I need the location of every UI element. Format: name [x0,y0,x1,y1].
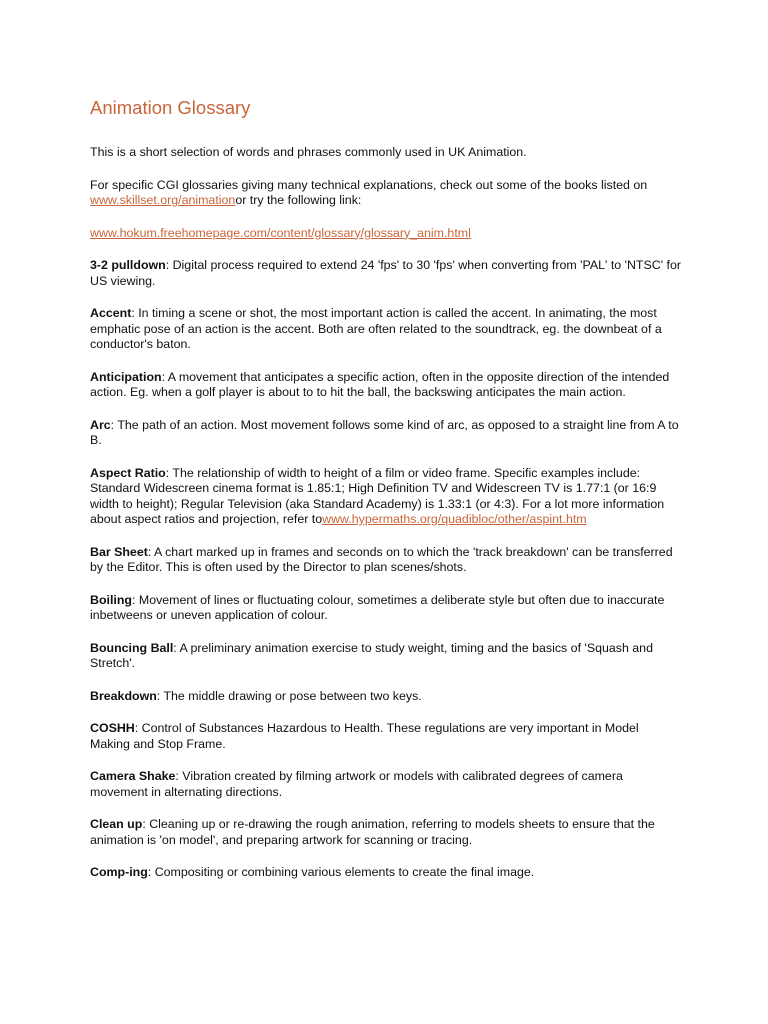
glossary-entry [90,689,682,705]
entry-term: Aspect Ratio [90,465,166,480]
entry-term: Boiling [90,592,132,607]
entry-definition: : The path of an action. Most movement follows some kind of arc, as opposed to a straight line from A to B. [90,417,679,447]
entry-term: Clean up [90,817,143,831]
page-title: Animation Glossary [90,97,251,118]
entry-term: Anticipation [90,369,162,384]
entry-term: Breakdown [90,688,157,703]
glossary-entry [90,769,682,800]
cgi-note-tail: or try the following link: [235,193,362,207]
entry-definition: : Compositing or combining various elements to create the final image. [147,865,535,879]
entry-term: Arc [90,417,111,432]
entry-definition: : Movement of lines or fluctuating colour, sometimes a deliberate style but often due to inaccurate inbetweens or uneven application of colour. [90,592,665,622]
glossary-entry [90,721,682,752]
glossary-page [90,96,682,898]
glossary-entry [90,370,682,401]
entry-definition: : Vibration created by filming artwork or models with calibrated degrees of camera movement in alternating directions. [90,769,623,799]
glossary-entry [90,466,682,528]
glossary-entry [90,593,682,624]
entry-definition: : The middle drawing or pose between two keys. [156,688,422,703]
entry-term: COSHH [90,721,135,735]
intro-paragraph: This is a short selection of words and phrases commonly used in UK Animation. [90,145,527,159]
entry-definition: : A preliminary animation exercise to study weight, timing and the basics of 'Squash and Stretch'. [90,640,653,670]
entry-term: Camera Shake [90,769,176,783]
entry-definition: : Control of Substances Hazardous to Health. These regulations are very important in Model Making and Stop Frame. [90,721,639,751]
entry-term: Bouncing Ball [90,640,174,655]
entry-definition: : Cleaning up or re-drawing the rough animation, referring to models sheets to ensure that the animation is 'on model', and preparing artwork for scanning or tracing. [90,817,655,847]
glossary-entry [90,641,682,672]
entry-definition: : A movement that anticipates a specific action, often in the opposite direction of the intended action. Eg. when a golf player is about to to hit the ball, the backswing anticipates the main action. [90,369,670,399]
hokum-glossary-link[interactable]: www.hokum.freehomepage.com/content/glossary/glossary_anim.html [90,225,471,240]
glossary-entry [90,306,682,353]
entry-definition: : Digital process required to extend 24 'fps' to 30 'fps' when converting from 'PAL' to 'NTSC' for US viewing. [90,258,681,288]
entry-term: Accent [90,306,132,320]
hokum-link-paragraph [90,226,682,242]
glossary-entry [90,418,682,449]
entry-term: 3-2 pulldown [90,258,166,272]
glossary-entry [90,817,682,848]
entry-definition: : The relationship of width to height of a film or video frame. Specific examples include: Standard Widescreen cinema format is 1.85:1; High Definition TV and Widescreen TV is 1.77:1 (or 16:9 width to height); Regular Television (aka Standard Academy) is 1.33:1 (or 4:3). For a lot more information about aspect ratios and projection, refer to [90,465,665,526]
entry-term: Bar Sheet [90,544,148,559]
skillset-link[interactable]: www.skillset.org/animation [90,193,236,207]
entry-term: Comp-ing [90,865,148,879]
cgi-note-text: For specific CGI glossaries giving many technical explanations, check out some of the books listed on [90,177,648,192]
hypermaths-link[interactable]: www.hypermaths.org/quadibloc/other/aspint.htm [322,512,587,526]
entry-definition: : In timing a scene or shot, the most important action is called the accent. In animating, the most emphatic pose of an action is the accent. Both are often related to the soundtrack, eg. the downbeat of a conductor's baton. [90,306,662,351]
glossary-entry [90,865,682,881]
glossary-entry [90,545,682,576]
glossary-entry [90,258,682,289]
cgi-note-paragraph [90,178,682,209]
entry-definition: : A chart marked up in frames and seconds on to which the 'track breakdown' can be transferred by the Editor. This is often used by the Director to plan scenes/shots. [90,544,673,574]
